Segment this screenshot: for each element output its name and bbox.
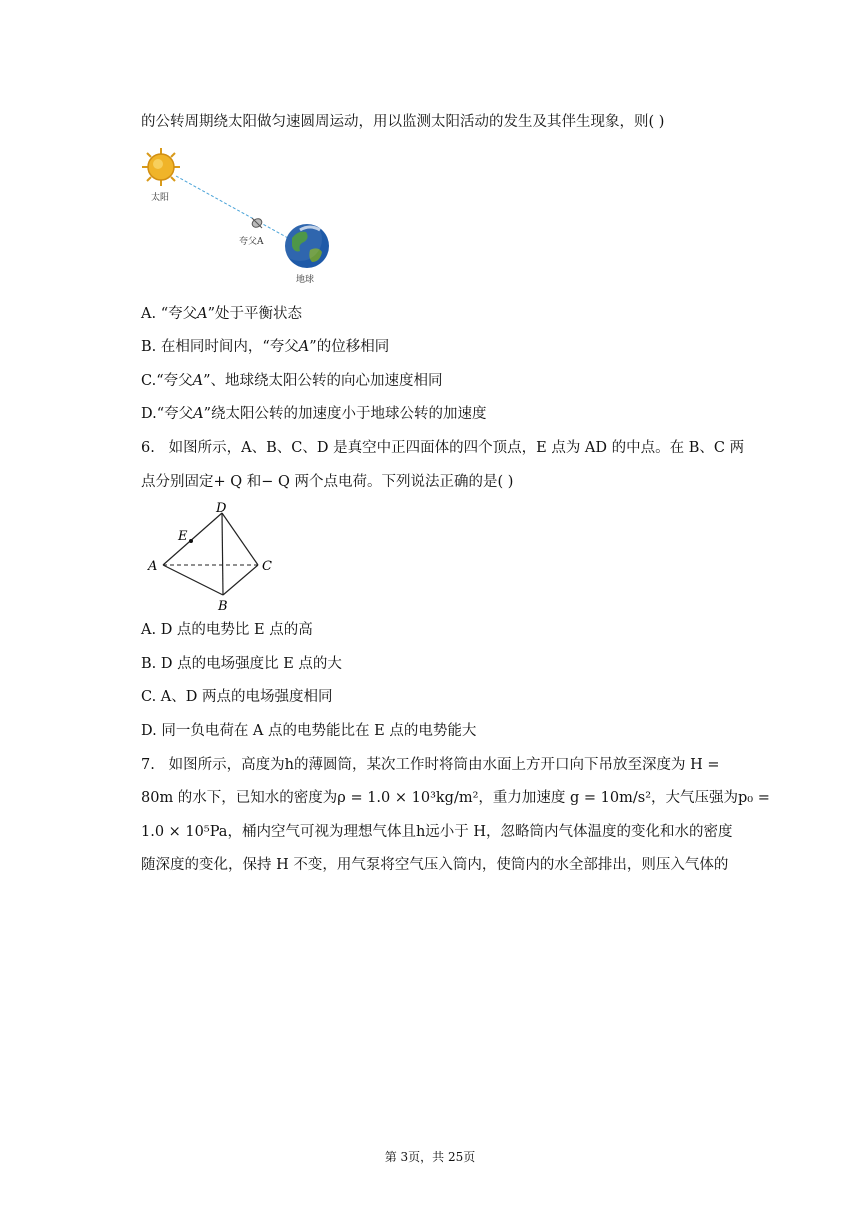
vertex-c-label: C (262, 559, 272, 574)
q6-number: 6. (141, 440, 155, 456)
vertex-e-label: E (178, 529, 188, 544)
earth-icon (278, 217, 329, 268)
q6-option-d: D. 同一负电荷在 A 点的电势能比在 E 点的电势能大 (141, 723, 477, 739)
q6-stem-line1: 6. 如图所示，A、B、C、D 是真空中正四面体的四个顶点，E 点为 AD 的中点。在 B、C 两 (141, 440, 745, 456)
q7-stem-line3: 1.0 × 10⁵Pa，桶内空气可视为理想气体且h远小于 H，忽略筒内气体温度的变化和水的密度 (141, 824, 733, 840)
probe-icon (251, 217, 264, 229)
q6-option-b: B. D 点的电场强度比 E 点的大 (141, 656, 342, 672)
q5-option-b: B. 在相同时间内，“夸父A”的位移相同 (141, 339, 390, 355)
sun-icon (142, 148, 180, 186)
page-footer: 第 3页，共 25页 (384, 1150, 476, 1164)
vertex-a-label: A (148, 559, 158, 574)
q7-stem-line2: 80m 的水下，已知水的密度为ρ = 1.0 × 10³kg/m²，重力加速度 g = 10m/s²，大气压强为p₀ = (141, 790, 770, 806)
q5-option-d: D.“夸父A”绕太阳公转的加速度小于地球公转的加速度 (141, 406, 487, 422)
q6-stem-line2: 点分别固定+ Q 和− Q 两个点电荷。下列说法正确的是( ) (141, 474, 514, 490)
vertex-b-label: B (218, 599, 228, 614)
probe-label: 夸父A (239, 237, 264, 247)
q6-figure (140, 498, 280, 614)
q6-option-a: A. D 点的电势比 E 点的高 (141, 622, 313, 638)
q5-option-c: C.“夸父A”、地球绕太阳公转的向心加速度相同 (141, 373, 443, 389)
q5-stem: 的公转周期绕太阳做匀速圆周运动，用以监测太阳活动的发生及其伴生现象，则( ) (141, 114, 665, 130)
q5-figure (140, 146, 340, 288)
q7-number: 7. (141, 757, 155, 773)
q7-stem-line1: 7. 如图所示，高度为h的薄圆筒，某次工作时将筒由水面上方开口向下吊放至深度为 H = (141, 757, 720, 773)
sun-label: 太阳 (151, 193, 170, 203)
vertex-d-label: D (216, 501, 227, 516)
q5-option-a: A. “夸父A”处于平衡状态 (141, 306, 303, 322)
q7-stem-line4: 随深度的变化，保持 H 不变，用气泵将空气压入筒内，使筒内的水全部排出，则压入气体的 (141, 857, 729, 873)
q6-option-c: C. A、D 两点的电场强度相同 (141, 689, 333, 705)
earth-label: 地球 (296, 275, 315, 285)
